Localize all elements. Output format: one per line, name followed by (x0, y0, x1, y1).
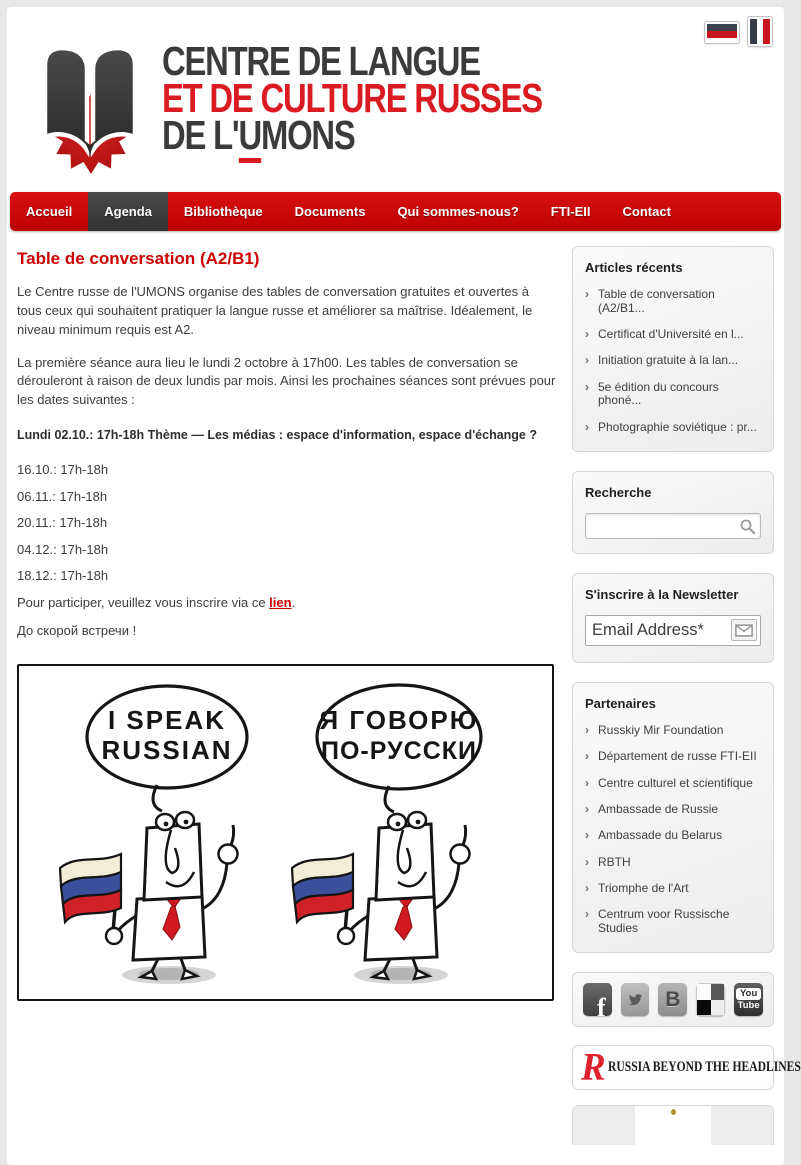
article-paragraph: La première séance aura lieu le lundi 2 octobre à 17h00. Les tables de conversation se dérouleront à raison de deux lundis par mois. Ainsi les prochaines séances sont prévues pour les dates suivantes : (17, 354, 556, 408)
partners-title: Partenaires (585, 696, 656, 712)
signup-sentence: Pour participer, veuillez vous inscrire via ce lien. (17, 594, 296, 610)
nav-item-biblioth-que[interactable]: Bibliothèque (183, 204, 263, 219)
sidebar-link-label: Certificat d'Université en l... (598, 327, 744, 342)
site-title-line1: CENTRE DE LANGUE (162, 38, 480, 84)
article-paragraph: Le Centre russe de l'UMONS organise des tables de conversation gratuites et ouvertes à tous ceux qui souhaitent pratiquer la langue russe et améliorer sa maîtrise. Idéalement, le niveau minimum requis est A2. (17, 284, 533, 337)
facebook-icon[interactable] (583, 983, 612, 1023)
sidebar-link-label: Initiation gratuite à la lan... (598, 353, 739, 368)
nav-item-fti-eii[interactable]: FTI-EII (550, 204, 591, 219)
youtube-you-label: You (736, 988, 761, 1000)
sidebar-link-label: Département de russe FTI-EII (598, 749, 757, 764)
search-box (572, 471, 774, 554)
newsletter-box (572, 573, 774, 663)
nav-item-documents[interactable]: Documents (294, 204, 366, 219)
signup-link[interactable]: lien (269, 594, 292, 610)
schedule-list (17, 462, 556, 583)
content-area (7, 231, 801, 1145)
sidebar-link[interactable] (585, 908, 761, 936)
sidebar-link[interactable] (585, 882, 761, 896)
sidebar-link[interactable] (585, 724, 761, 738)
vkontakte-letter: B (665, 987, 681, 1011)
partner-banner-cropped[interactable] (572, 1105, 774, 1145)
schedule-item: 04.12.: 17h-18h (17, 541, 109, 557)
rbth-banner[interactable] (572, 1045, 801, 1090)
chevron-right-icon: › (585, 379, 589, 394)
main-nav (10, 192, 781, 231)
chevron-right-icon: › (585, 801, 589, 816)
russian-flag-icon[interactable] (705, 22, 739, 43)
chevron-right-icon: › (585, 775, 589, 790)
sidebar-link[interactable] (585, 354, 761, 368)
chevron-right-icon: › (585, 353, 589, 368)
sidebar-link[interactable] (585, 328, 761, 342)
site-title-line3: DE L'UMONS (162, 117, 542, 154)
chevron-right-icon: › (585, 723, 589, 738)
language-switcher (705, 17, 772, 46)
search-title: Recherche (585, 485, 652, 501)
sidebar-link-label: Centrum voor Russische Studies (598, 907, 730, 935)
partners-list (585, 724, 761, 936)
site-title-line2: ET DE CULTURE RUSSES (162, 75, 542, 121)
youtube-icon[interactable] (734, 983, 763, 1016)
nav-item-agenda[interactable]: Agenda (88, 192, 168, 231)
chevron-right-icon: › (585, 749, 589, 764)
sidebar-link-label: Triomphe de l'Art (598, 880, 689, 895)
sidebar-link[interactable] (585, 856, 761, 870)
french-flag-icon[interactable] (748, 17, 772, 46)
sidebar-link-label: Photographie soviétique : pr... (598, 419, 757, 434)
search-input[interactable] (585, 513, 761, 539)
sidebar-link[interactable] (585, 750, 761, 764)
farewell-text: До скорой встречи ! (17, 622, 137, 638)
speech-bubble-text-en-line1: I SPEAK (107, 704, 227, 735)
envelope-icon (735, 624, 753, 637)
twitter-icon[interactable] (621, 983, 650, 1016)
sidebar-link[interactable] (585, 288, 761, 316)
sidebar-link-label: Table de conversation (A2/B1... (598, 287, 715, 315)
sidebar-link-label: Russkiy Mir Foundation (598, 723, 724, 738)
youtube-tube-label: Tube (737, 1000, 760, 1012)
schedule-item: 20.11.: 17h-18h (17, 515, 108, 531)
sidebar-link[interactable] (585, 381, 761, 409)
schedule-item: 16.10.: 17h-18h (17, 462, 109, 478)
site-header (7, 7, 784, 192)
chevron-right-icon: › (585, 287, 589, 301)
sidebar-link-label: Ambassade du Belarus (598, 828, 723, 843)
chevron-right-icon: › (585, 327, 589, 342)
recent-articles-box (572, 246, 774, 452)
rbth-logo-icon: R (581, 1046, 606, 1090)
banner-emblem-icon (671, 1109, 676, 1115)
sidebar-link[interactable] (585, 777, 761, 791)
page-title: Table de conversation (A2/B1) (17, 249, 260, 268)
social-icons (572, 972, 774, 1027)
chevron-right-icon: › (585, 907, 589, 922)
magnifier-icon[interactable] (739, 518, 756, 535)
vkontakte-icon[interactable] (658, 983, 687, 1016)
page-container (7, 7, 801, 1165)
schedule-item: 06.11.: 17h-18h (17, 488, 108, 504)
sidebar-link[interactable] (585, 421, 761, 435)
rbth-banner-text: RUSSIA BEYOND THE HEADLINES (607, 1059, 801, 1076)
nav-item-qui-sommes-nous-[interactable]: Qui sommes-nous? (397, 204, 519, 219)
sidebar-link[interactable] (585, 829, 761, 843)
chevron-right-icon: › (585, 828, 589, 843)
nav-item-contact[interactable]: Contact (622, 204, 671, 219)
chevron-right-icon: › (585, 854, 589, 869)
cartoon-image (17, 664, 554, 1001)
speech-bubble-text-en-line2: RUSSIAN (101, 734, 233, 765)
article-column (17, 246, 556, 1145)
delicious-icon[interactable] (696, 983, 725, 1016)
sidebar (572, 246, 801, 1145)
schedule-item: 18.12.: 17h-18h (17, 568, 109, 584)
theme-line: Lundi 02.10.: 17h-18h Thème — Les médias : espace d'information, espace d'échange ? (17, 428, 537, 443)
chevron-right-icon: › (585, 880, 589, 895)
newsletter-title: S'inscrire à la Newsletter (585, 587, 739, 603)
site-title (162, 38, 637, 158)
sidebar-link-label: 5e édition du concours phoné... (598, 379, 719, 408)
sidebar-link-label: Ambassade de Russie (598, 801, 719, 816)
chevron-right-icon: › (585, 419, 589, 434)
site-logo-book-sun-icon[interactable] (29, 37, 151, 179)
sidebar-link[interactable] (585, 803, 761, 817)
sidebar-link-label: Centre culturel et scientifique (598, 775, 753, 790)
nav-item-accueil[interactable]: Accueil (26, 204, 73, 219)
recent-articles-title: Articles récents (585, 260, 683, 275)
recent-articles-list (585, 288, 761, 435)
newsletter-submit-button[interactable] (731, 619, 757, 641)
sidebar-link-label: RBTH (598, 854, 631, 869)
speech-bubble-text-ru-line1: Я ГОВОРЮ (319, 704, 479, 735)
facebook-letter: f (597, 993, 606, 1023)
partners-box (572, 682, 774, 953)
speech-bubble-text-ru-line2: ПО-РУССКИ (321, 736, 477, 765)
